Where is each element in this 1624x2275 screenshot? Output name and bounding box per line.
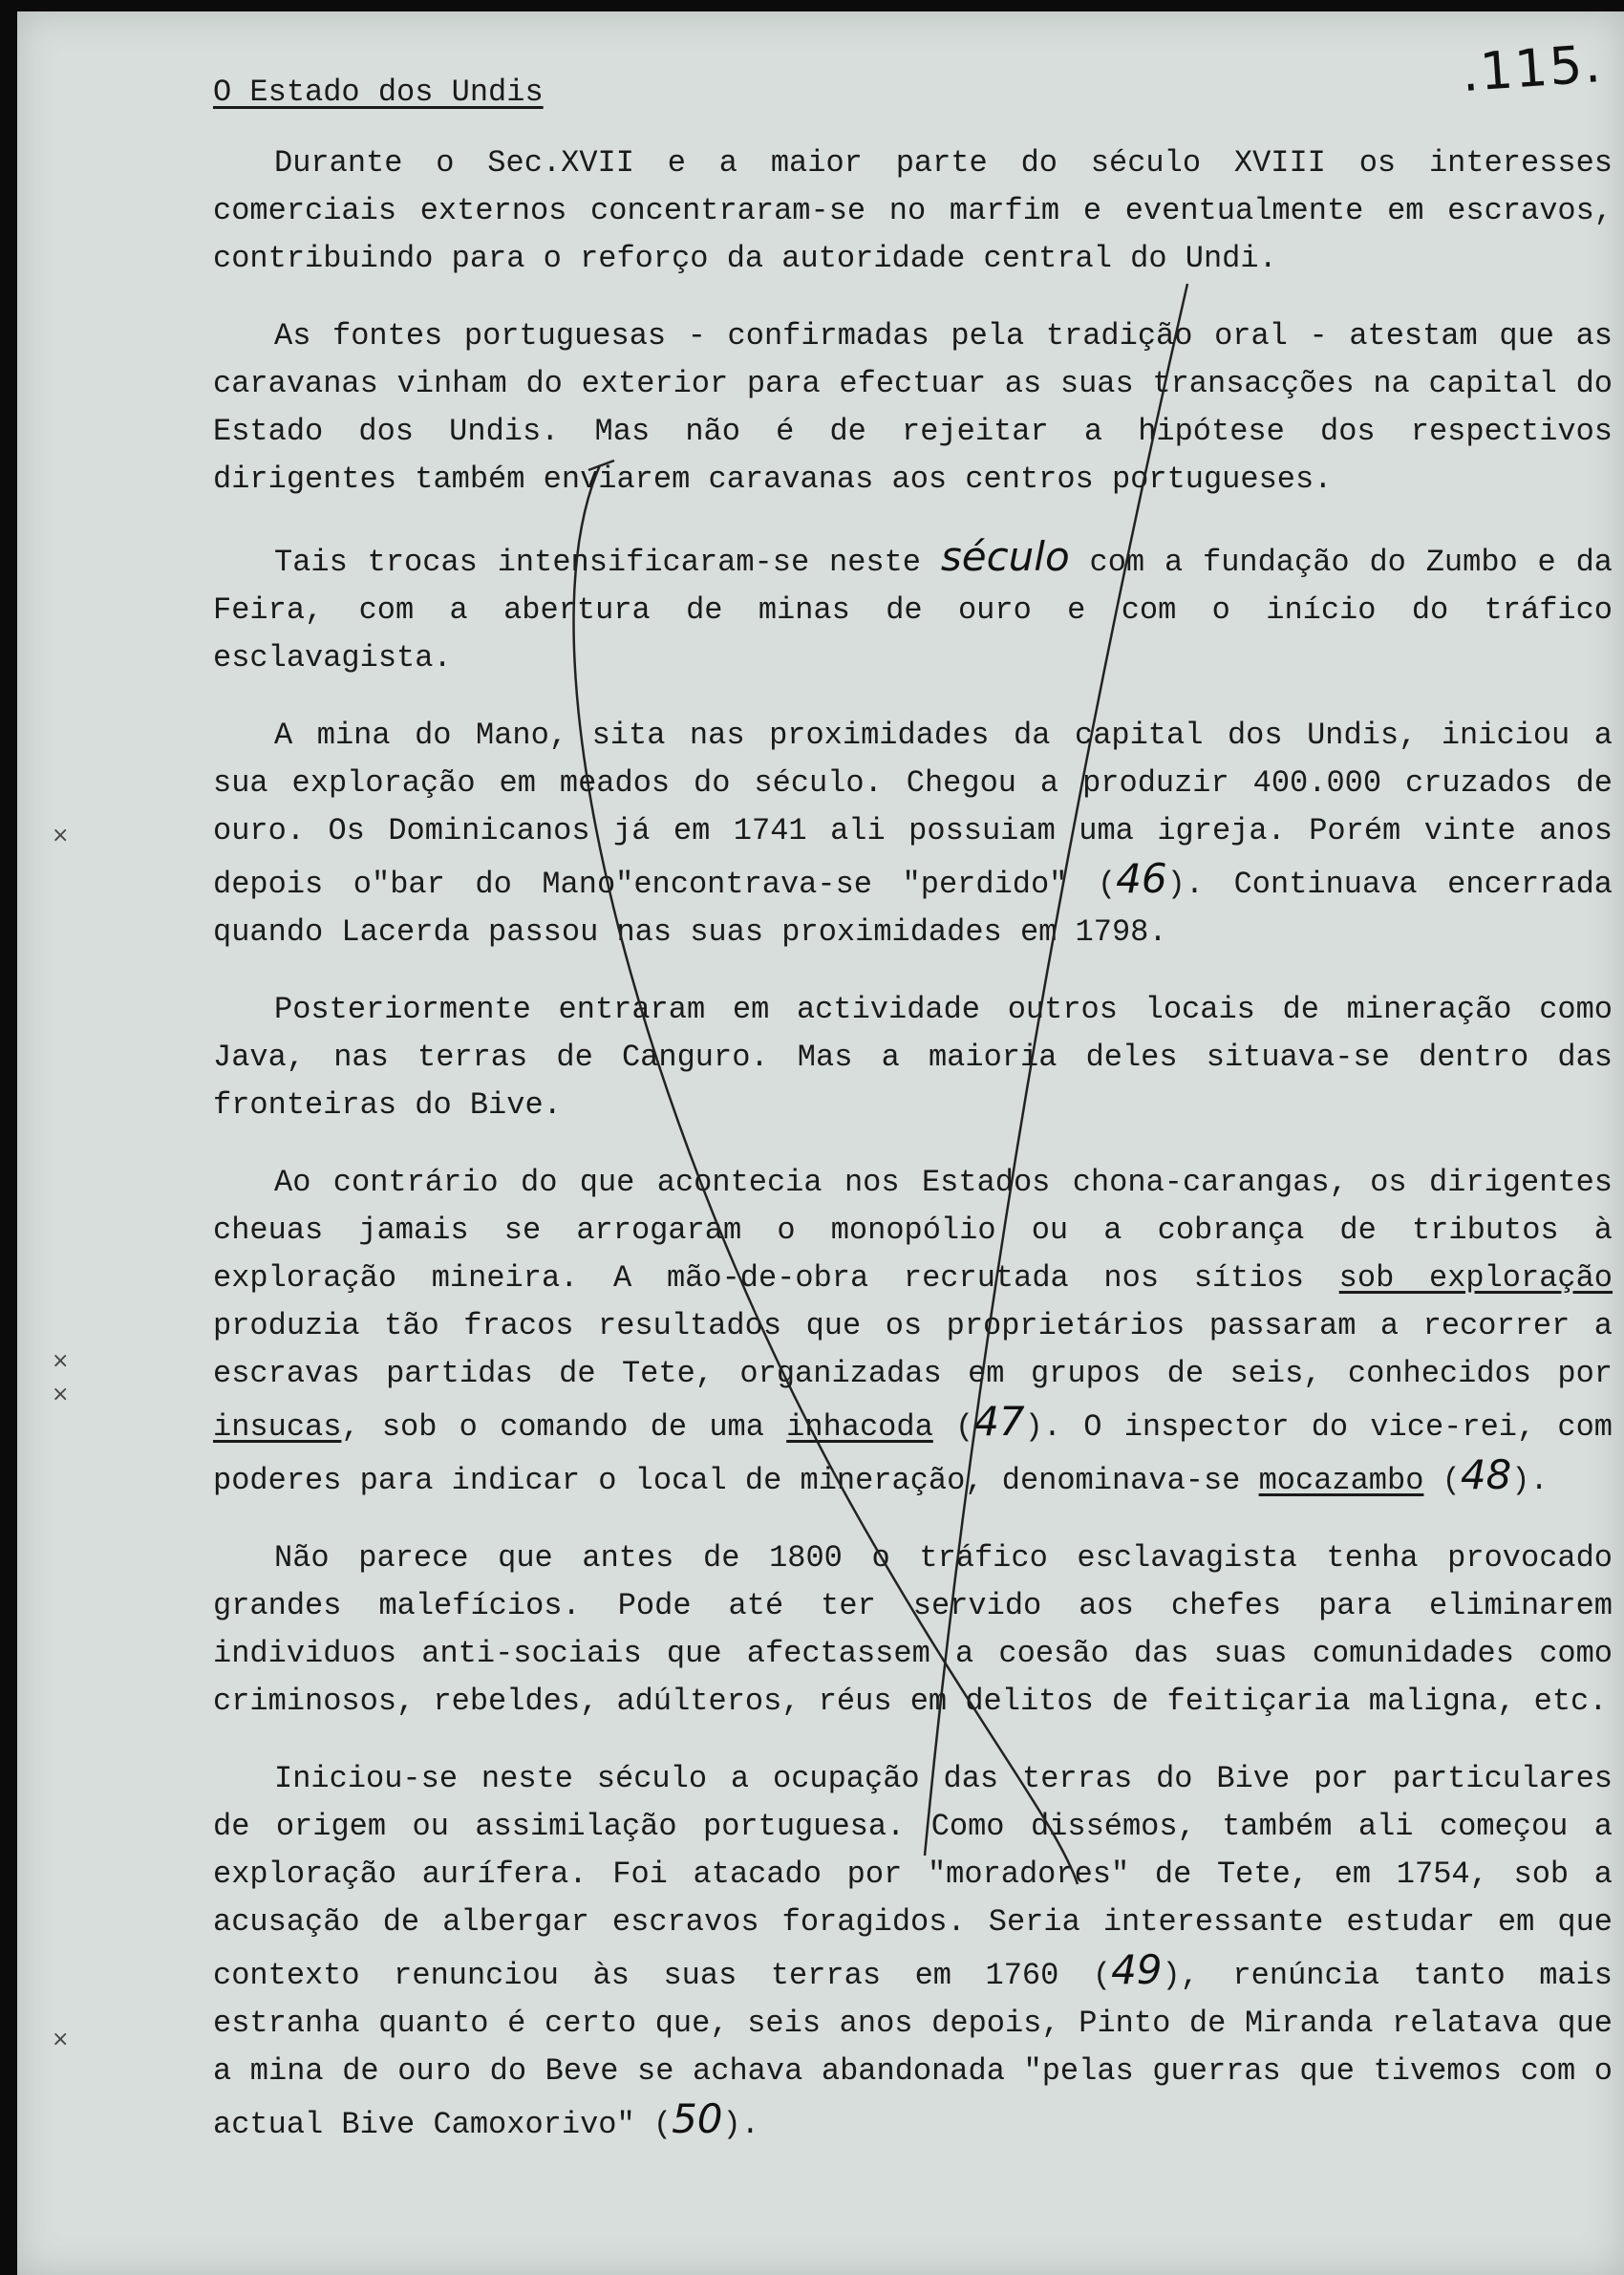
paragraph — [213, 1535, 1613, 1726]
text-run: ). — [722, 2107, 759, 2142]
text-run: ). — [1511, 1463, 1549, 1498]
paragraph — [213, 533, 1613, 682]
document-body — [213, 69, 1613, 2149]
paragraph — [213, 1755, 1613, 2149]
text-run: Tais trocas intensificaram-se neste — [274, 545, 941, 580]
document-sheet — [17, 11, 1624, 2275]
underlined-term: sob exploração — [1338, 1260, 1613, 1296]
handwritten-annotation: 50 — [672, 2095, 723, 2142]
text-run: A mina do Mano, sita nas proximidades da capital dos Undis, iniciou a sua exploração em meados do século. Chegou a produzir 400.000 cruzados de ouro. Os Dominicanos já em 1741 ali possuiam uma igreja. Porém vinte anos depois o"bar do Mano"encontrava-se "perdido" ( — [213, 718, 1613, 902]
text-run: ). Continuava encerrada quando Lacerda passou nas suas proximidades em 1798. — [213, 867, 1613, 950]
handwritten-annotation: século — [940, 533, 1070, 580]
document-title: O Estado dos Undis — [213, 75, 544, 110]
margin-mark: × — [52, 824, 70, 848]
underlined-term: inhacoda — [786, 1409, 933, 1445]
underlined-term: mocazambo — [1258, 1463, 1424, 1498]
margin-mark: × — [52, 1349, 70, 1373]
text-run: Ao contrário do que acontecia nos Estados chona-carangas, os dirigentes cheuas jamais se arrogaram o monopólio — [213, 1165, 1613, 1248]
paragraph-list — [213, 140, 1613, 2149]
handwritten-annotation: 48 — [1460, 1451, 1512, 1498]
text-run: Iniciou-se neste século a ocupação das terras do Bive por particulares de origem ou assimilação portuguesa. Como dissémos, também ali começou a exploração aurífera. Foi atacado por "moradores" de Tete, em 1754, sob a acusação de albergar escravos foragidos. Seria interessante estudar em que contexto renunciou às suas terras em 1760 ( — [213, 1761, 1613, 1993]
paragraph — [213, 1159, 1613, 1505]
paragraph — [213, 312, 1613, 504]
text-run: Durante o Sec.XVII e a maior parte do século XVIII os interesses comerciais externos concentraram-se no marfim e eventualmente em escravos, contribuindo para o reforço da autoridade central do Undi. — [213, 145, 1613, 276]
paragraph — [213, 986, 1613, 1129]
text-run: , sob o comando de uma — [341, 1409, 787, 1445]
handwritten-annotation: 47 — [973, 1398, 1025, 1445]
text-run: exploração mineira. A mão-de-obra recrutada nos sítios — [213, 1260, 1339, 1296]
underlined-term: insucas — [213, 1409, 342, 1445]
text-run: ). O inspector do vice-rei, com poderes para indicar o local de mineração, denominava-se — [213, 1409, 1613, 1498]
text-run: Não parece que antes de 1800 o tráfico esclavagista tenha provocado grandes malefícios. Pode até ter servido aos chefes para eliminarem individuos anti-sociais que afectassem a coesão das suas comunidades como criminosos, rebeldes, adúlteros, réus em delitos de feitiçaria maligna, etc. — [213, 1540, 1613, 1719]
text-run: As fontes portuguesas - confirmadas pela tradição oral - atestam que as caravanas vinham do exterior para efectuar as suas transacções na capital do Estado dos Undis. Mas não é de rejeitar a hipótese dos respectivos dirigentes também enviarem caravanas aos centros portugueses. — [213, 318, 1613, 497]
margin-mark: × — [52, 1383, 70, 1406]
text-run: produzia tão fracos resultados que os proprietários passaram a recorrer a escravas partidas de Tete, organizadas em grupos de seis, conhecidos por — [213, 1308, 1613, 1391]
paragraph — [213, 140, 1613, 283]
handwritten-annotation: 46 — [1116, 855, 1167, 902]
margin-mark: × — [52, 2028, 70, 2051]
handwritten-annotation: 49 — [1111, 1946, 1163, 1993]
text-run: ), renúncia tanto mais estranha quanto é certo que, seis anos depois, Pinto de Miranda relatava que a mina de ouro do Beve se achava abandonada "pelas guerras que tivemos com o actual Bive Camoxorivo" ( — [213, 1958, 1613, 2142]
text-run: com a fundação do Zumbo e da Feira, com a abertura de minas de ouro e com o início do tráfico esclavagista. — [213, 545, 1613, 676]
text-run: Posteriormente entraram em actividade outros locais de mineração como Java, nas terras de Canguro. Mas a maioria deles situava-se dentro das fronteiras do Bive. — [213, 992, 1613, 1123]
text-run: ( — [1423, 1463, 1461, 1498]
text-run: ( — [932, 1409, 974, 1445]
paragraph — [213, 712, 1613, 956]
page-number: .115. — [1459, 32, 1605, 104]
text-run: ou a cobrança de tributos à — [1031, 1213, 1613, 1248]
